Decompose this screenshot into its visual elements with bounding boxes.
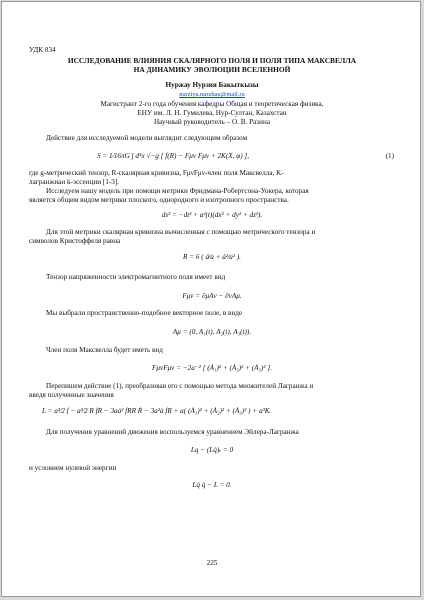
paragraph-lagrange-line-2: введя полученные значения xyxy=(29,391,114,399)
equation-action: S = 1⁄16πG ∫ d⁴x √−g [ f(R) − Fμν Fμν + 2K(X, φ) ], xyxy=(97,152,249,160)
paragraph-frw-line-2: является общим видом метрики плоского, однородного и изотропного пространства. xyxy=(29,196,289,204)
paragraph-maxwell-term: Член поля Максвелла будет иметь вид xyxy=(46,346,163,354)
paragraph-vector-field: Мы выбрали пространственно-подобное векторное поле, в виде xyxy=(46,309,243,317)
author-name: Нуржау Нурзия Бакыткызы xyxy=(165,81,259,89)
udk-code: УДК 834 xyxy=(29,46,56,54)
paragraph-field-tensor: Тензор напряженности электромагнитного поля имеет вид xyxy=(46,273,226,281)
paper-title-line-2: НА ДИНАМИКУ ЭВОЛЮЦИИ ВСЕЛЕННОЙ xyxy=(133,65,291,74)
paragraph-lagrange-line-1: Перепишем действие (1), преобразовав его с помощью метода множителей Лагранжа и xyxy=(46,382,314,390)
affiliation-line-1: Магистрант 2-го года обучения кафедры Общая и теоретическая физика, xyxy=(100,100,324,108)
paper-title-line-1: ИССЛЕДОВАНИЕ ВЛИЯНИЯ СКАЛЯРНОГО ПОЛЯ И ПОЛЯ ТИПА МАКСВЕЛЛА xyxy=(67,56,357,65)
paragraph-frw-line-1: Исследуем нашу модель при помощи метрики Фридмана-Робертсона-Уокера, которая xyxy=(46,187,309,195)
page-number: 225 xyxy=(206,559,218,567)
equation-curvature: R = 6 ( ä⁄a + ȧ²⁄a² ). xyxy=(183,253,241,261)
equation-metric: ds² = −dt² + a²(t)(dx² + dy² + dz²). xyxy=(161,211,263,219)
paragraph-definitions-line-1: где g-метрический тензор, R-скалярная кривизна, FμνFμν-член поля Максвелла, K- xyxy=(29,169,284,177)
equation-zero-energy: Lq̇ q̇ − L = 0. xyxy=(192,481,232,489)
equation-euler-lagrange: Lq − (Lq̇)ₜ = 0 xyxy=(190,446,234,454)
equation-maxwell-term: FμνFμν = −2a⁻² [ (Ȧ₁)² + (Ȧ₂)² + (Ȧ₃)² ]. xyxy=(152,364,272,372)
paragraph-curvature-line-1: Для этой метрики скалярная кривизна вычисленная с помощью метрического тензора и xyxy=(46,228,316,236)
paragraph-curvature-line-2: символов Кристоффеля равна xyxy=(29,237,121,245)
author-email-link[interactable]: nurziya.nurzhau@mail.ru xyxy=(179,91,245,98)
supervisor-line: Научный руководитель – О. В. Разина xyxy=(153,118,271,126)
paragraph-zero-energy: и условием нулевой энергии xyxy=(29,464,117,472)
equation-field-tensor: Fμν = ∂μAν − ∂νAμ. xyxy=(182,292,242,300)
paragraph-definitions-line-2: лагранжиан k-эссенции [1-3]. xyxy=(29,178,120,186)
equation-number: (1) xyxy=(385,152,394,160)
document-page xyxy=(1,1,421,597)
paragraph-action: Действие для исследуемой модели выглядит следующим образом xyxy=(46,134,248,142)
equation-lagrangian: L = a³⁄2 f − a³⁄2 R fR − 3aȧ² fRR Ṙ − 3a²ȧ fR + a( (Ȧ₁)² + (Ȧ₂)² + (Ȧ₃)² ) + a³K. xyxy=(42,407,272,415)
affiliation-line-2: ЕНУ им. Л. Н. Гумилева, Нур-Султан, Казахстан xyxy=(137,109,287,117)
equation-vector-field: Aμ = (0, A₁(t), A₂(t), A₃(t)). xyxy=(172,328,252,336)
paragraph-euler-lagrange: Для получения уравнений движения воспользуемся уравнением Эйлера-Лагранжа xyxy=(46,428,299,436)
